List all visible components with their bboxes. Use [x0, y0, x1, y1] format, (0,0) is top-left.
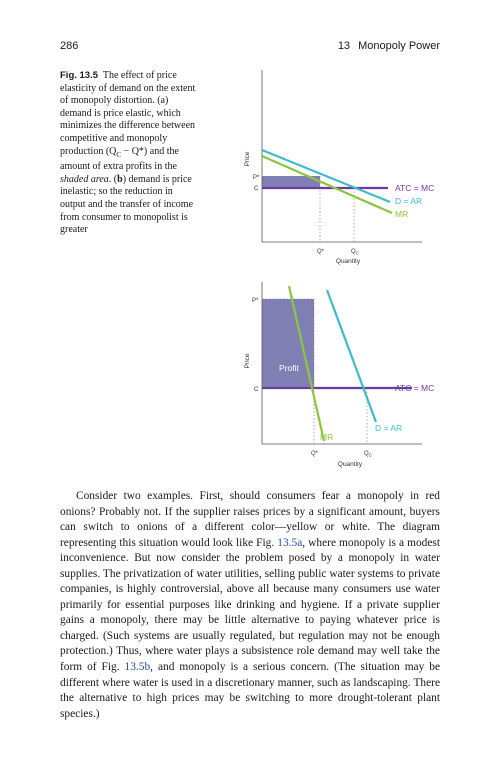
- demand-label-a: D = AR: [395, 196, 423, 206]
- c-tick-b: C: [254, 387, 259, 393]
- page-number: 286: [60, 40, 79, 52]
- body-text-1: Consider two examples. First, should consumers fear a monopoly in red onions? Probably not. If the supplier raises prices by a significant amount, buyers can switch to onions of a different color—yellow or white. The diagram representing this situation would look like Fig.: [60, 490, 440, 549]
- profit-label-b: Profit: [279, 363, 299, 373]
- figure-label: Fig. 13.5: [60, 70, 99, 81]
- pstar-tick-b: P*: [252, 298, 259, 304]
- panel-b: [244, 282, 434, 468]
- atc-mc-label-b: ATC = MC: [395, 383, 435, 393]
- figure-caption: [60, 70, 200, 237]
- figure-13-5: [240, 64, 440, 479]
- qc-tick-a: $Q_C$: [351, 249, 359, 256]
- caption-rest: ) demand is price inelastic; so the reduction in output and the transfer of income from consumer to monopolist is greater: [60, 173, 194, 236]
- c-tick-a: C: [254, 186, 259, 192]
- body-paragraph: [60, 489, 440, 722]
- caption-shaded-area: shaded area: [60, 173, 109, 185]
- pstar-tick-a: P*: [253, 175, 260, 181]
- demand-label-b: D = AR: [375, 423, 403, 433]
- mr-label-b: MR: [320, 432, 334, 442]
- figure-ref-13-5a[interactable]: 13.5a: [277, 536, 303, 549]
- caption-subscript: C: [116, 150, 122, 159]
- price-label-a: Price: [244, 151, 251, 167]
- price-label-b: Price: [244, 353, 251, 369]
- figure-ref-13-5b[interactable]: 13.5b: [124, 661, 151, 674]
- panel-a: [244, 70, 434, 265]
- chapter-number: 13: [337, 40, 351, 52]
- body-text-3: , and monopoly is a serious concern. (The situation may be different where water is used in a discretionary manner, such as landscaping. There the alternative to high prices may be switching to more drought-tolerant plant species.): [60, 661, 440, 720]
- caption-b-label: b: [117, 173, 123, 185]
- running-head: [338, 40, 440, 52]
- profit-area-b: [262, 299, 314, 388]
- qstar-tick-b: Q*: [311, 451, 319, 457]
- qstar-tick-a: Q*: [317, 249, 325, 255]
- caption-minus: − Q*) and the amount of extra profits in the: [60, 145, 179, 173]
- caption-text: The effect of price elasticity of demand on the extent of monopoly distortion. (a) demand is price elastic, which minimizes the difference between competitive and monopoly production (Q: [60, 70, 196, 157]
- body-text-2: , where monopoly is a modest inconvenience. But now consider the problem posed by a monopoly in water supplies. The privatization of water utilities, selling public water systems to private companies, is highly controversial, above all because many consumers use water primarily for essential purposes like drinking and hygiene. If a private supplier gains a monopoly, there may be little alternative to paying whatever price is charged. (Such systems are usually regulated, but regulation may not be enough protection.) Thus, where water plays a subsistence role demand may well take the form of Fig.: [60, 536, 440, 674]
- chapter-title: Monopoly Power: [358, 40, 440, 52]
- caption-after-shaded: . (: [108, 173, 118, 185]
- qc-tick-b: $Q_C$: [364, 451, 372, 458]
- atc-mc-label-a: ATC = MC: [395, 183, 435, 193]
- mr-label-a: MR: [395, 209, 409, 219]
- quantity-label-b: Quantity: [337, 461, 363, 468]
- quantity-label-a: Quantity: [335, 258, 361, 265]
- demand-line-b: [327, 290, 376, 422]
